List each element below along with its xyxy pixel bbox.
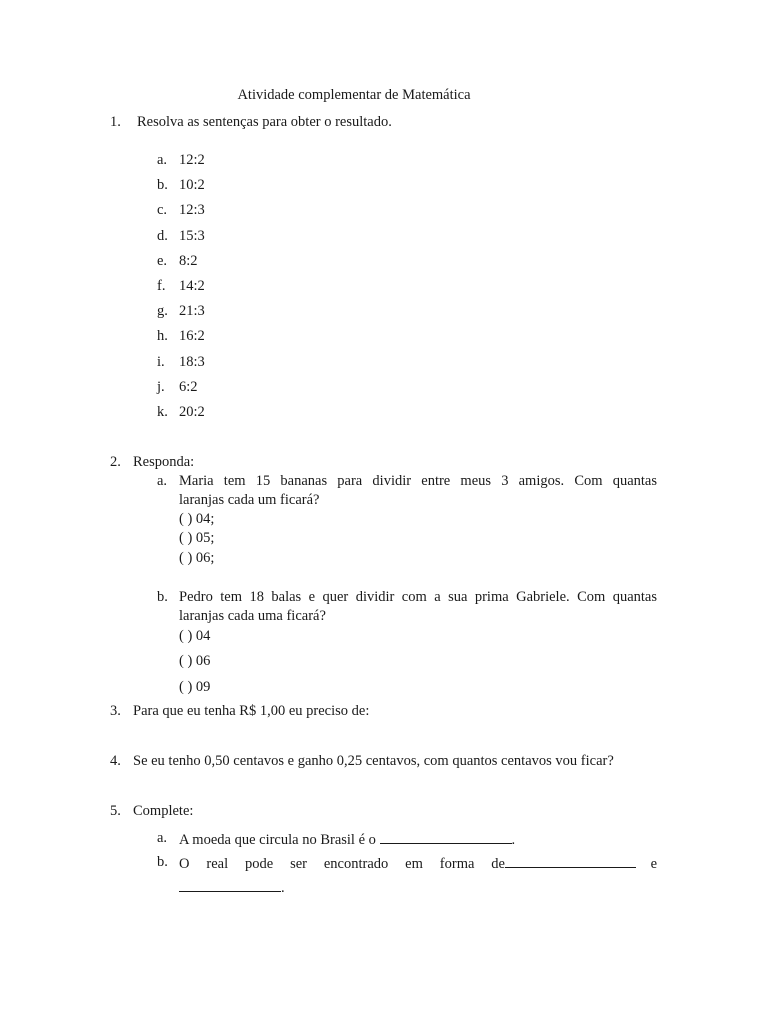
q1-item-letter: h. xyxy=(157,328,168,344)
q3-number: 3. xyxy=(110,703,121,719)
q1-item-letter: g. xyxy=(157,303,168,319)
q1-item-letter: d. xyxy=(157,228,168,244)
q4-text: Se eu tenho 0,50 centavos e ganho 0,25 centavos, com quantos centavos vou ficar? xyxy=(133,753,614,769)
q1-item-text: 14:2 xyxy=(179,278,205,294)
q1-item-letter: k. xyxy=(157,404,168,420)
q5b-line2 xyxy=(179,877,285,898)
q1-item-text: 12:2 xyxy=(179,152,205,168)
q1-item-text: 21:3 xyxy=(179,303,205,319)
q1-item-text: 16:2 xyxy=(179,328,205,344)
q4-number: 4. xyxy=(110,753,121,769)
q1-item-text: 10:2 xyxy=(179,177,205,193)
q1-item-letter: e. xyxy=(157,253,168,269)
q1-item-text: 15:3 xyxy=(179,228,205,244)
q5a-answer-blank[interactable] xyxy=(380,829,512,844)
q2b-letter: b. xyxy=(157,589,168,605)
q1-item-letter: j. xyxy=(157,379,165,395)
q2b-option: ( ) 06 xyxy=(179,653,211,669)
q2-text: Responda: xyxy=(133,454,195,470)
q1-number: 1. xyxy=(110,114,121,130)
q2a-line2: laranjas cada um ficará? xyxy=(179,492,320,508)
q2b-option: ( ) 04 xyxy=(179,628,211,644)
q1-item-text: 8:2 xyxy=(179,253,198,269)
q2b-option: ( ) 09 xyxy=(179,679,211,695)
q5b-text: O real pode ser encontrado em forma de xyxy=(179,856,505,872)
q2a-option: ( ) 04; xyxy=(179,511,215,527)
q2b-line1: Pedro tem 18 balas e quer dividir com a sua prima Gabriele. Com quantas xyxy=(179,589,657,605)
q2a-option: ( ) 06; xyxy=(179,550,215,566)
q1-item-letter: f. xyxy=(157,278,166,294)
q1-item-text: 6:2 xyxy=(179,379,198,395)
q1-item-text: 20:2 xyxy=(179,404,205,420)
q1-item-text: 12:3 xyxy=(179,202,205,218)
q1-item-letter: a. xyxy=(157,152,168,168)
page-title: Atividade complementar de Matemática xyxy=(237,87,471,103)
q2a-line1: Maria tem 15 bananas para dividir entre meus 3 amigos. Com quantas xyxy=(179,473,657,489)
q5b-conjunction: e xyxy=(650,856,657,872)
q1-item-letter: b. xyxy=(157,177,168,193)
q5b-letter: b. xyxy=(157,854,168,870)
q5-number: 5. xyxy=(110,803,121,819)
q2b-line2: laranjas cada uma ficará? xyxy=(179,608,326,624)
q1-item-letter: i. xyxy=(157,354,165,370)
q5b-answer-blank-1[interactable] xyxy=(505,853,636,868)
q2a-option: ( ) 05; xyxy=(179,530,215,546)
q5a-line xyxy=(179,829,515,850)
q2-number: 2. xyxy=(110,454,121,470)
q1-item-letter: c. xyxy=(157,202,168,218)
q5-text: Complete: xyxy=(133,803,194,819)
q2a-letter: a. xyxy=(157,473,168,489)
q5b-end: . xyxy=(281,880,285,896)
q5b-answer-blank-2[interactable] xyxy=(179,877,281,892)
q1-text: Resolva as sentenças para obter o resultado. xyxy=(137,114,392,130)
q3-text: Para que eu tenha R$ 1,00 eu preciso de: xyxy=(133,703,370,719)
q5b-line xyxy=(179,853,657,874)
q1-item-text: 18:3 xyxy=(179,354,205,370)
q5a-end: . xyxy=(511,832,516,848)
q5a-text: A moeda que circula no Brasil é o xyxy=(179,832,376,848)
q5a-letter: a. xyxy=(157,830,168,846)
